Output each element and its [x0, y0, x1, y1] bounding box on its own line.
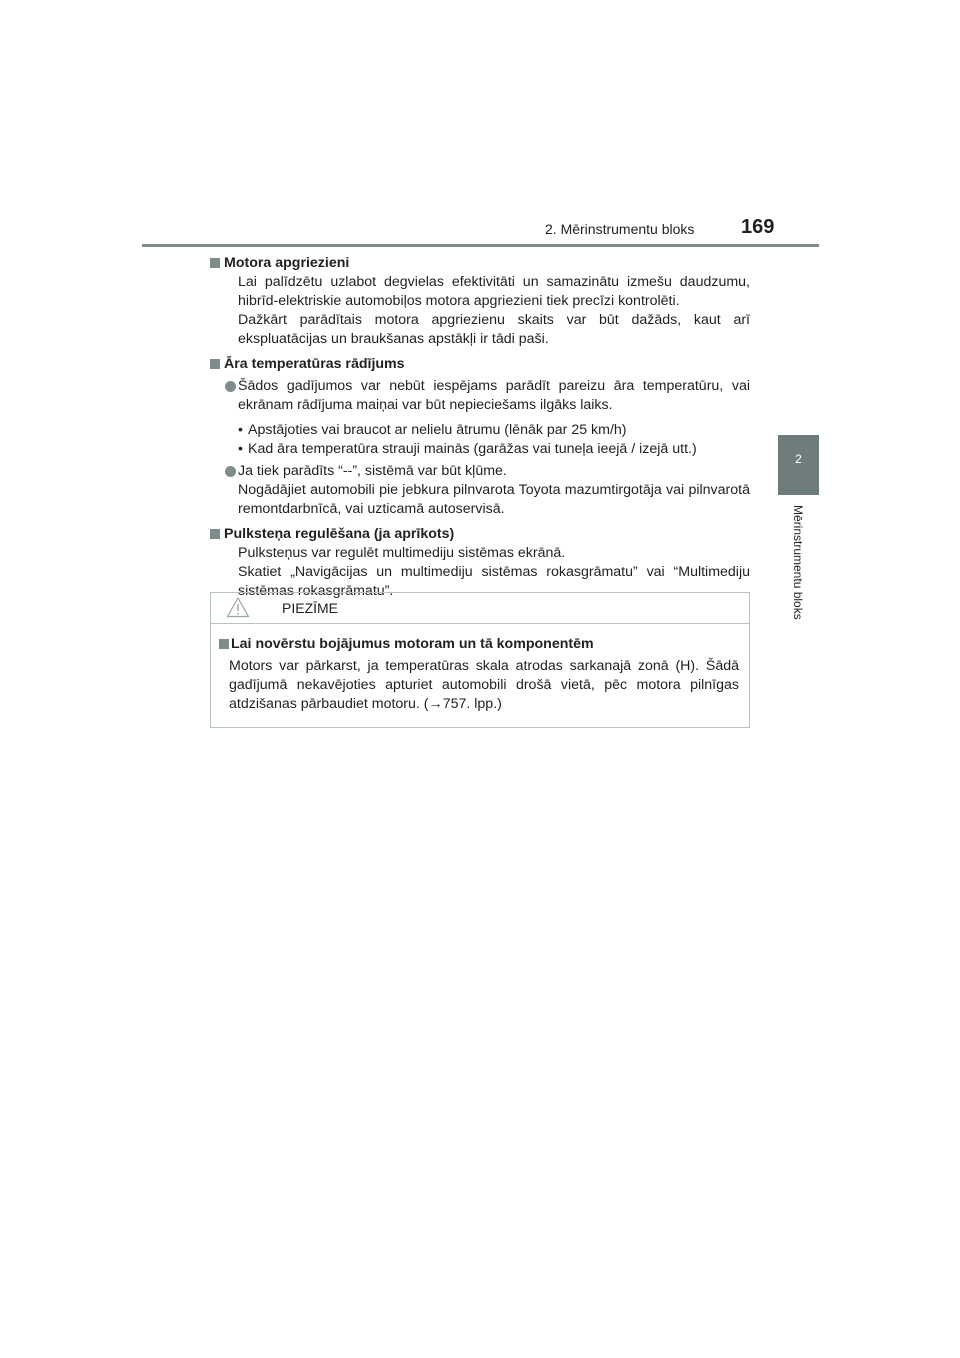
page-number: 169: [741, 216, 775, 238]
main-content: [210, 254, 750, 607]
list-item: [210, 462, 750, 519]
section-title: [210, 254, 750, 273]
list-item: [210, 377, 750, 415]
section-body: [210, 273, 750, 349]
section-title-text: Āra temperatūras rādījums: [224, 356, 405, 372]
section-title: [210, 355, 750, 374]
section-title-text: Pulksteņa regulēšana (ja aprīkots): [224, 526, 455, 542]
notice-heading-text: Lai novērstu bojājumus motoram un tā komponentēm: [231, 636, 594, 652]
paragraph: Skatiet „Navigācijas un multimediju sistēmas rokasgrāmatu” vai “Multimediju sistēmas rokasgrāmatu”.: [238, 564, 750, 599]
square-bullet-icon: [219, 639, 229, 649]
warning-triangle-icon: [226, 596, 250, 618]
notice-title: PIEZĪME: [282, 600, 339, 616]
section-engine-speed: [210, 254, 750, 349]
sub-list: [210, 421, 750, 459]
chapter-tab-number: 2: [795, 452, 802, 466]
sub-list-item: [238, 440, 750, 459]
circle-bullet-icon: [225, 381, 236, 392]
paragraph: Dažkārt parādītais motora apgriezienu skaits var būt dažāds, kaut arī ekspluatācijas un braukšanas apstākļi ir tādi paši.: [238, 312, 750, 347]
sub-list-item-text: Apstājoties vai braucot ar nelielu ātrumu (lēnāk par 25 km/h): [248, 422, 627, 438]
square-bullet-icon: [210, 529, 220, 539]
paragraph: Pulksteņus var regulēt multimediju sistēmas ekrānā.: [238, 545, 566, 561]
list-item-text: Ja tiek parādīts “--”, sistēmā var būt kļūme.: [238, 463, 507, 479]
section-title: [210, 525, 750, 544]
section-title-text: Motora apgriezieni: [224, 255, 350, 271]
small-bullet-icon: •: [238, 441, 243, 457]
sub-list-item: [238, 421, 750, 440]
chapter-tab-label: Mērinstrumentu bloks: [791, 505, 805, 620]
section-outside-temperature: [210, 355, 750, 519]
paragraph: Lai palīdzētu uzlabot degvielas efektivitāti un samazinātu izmešu daudzumu, hibrīd-elektriskie automobiļos motora apgriezieni tiek precīzi kontrolēti.: [238, 274, 750, 309]
list-item-text: Šādos gadījumos var nebūt iespējams parādīt pareizu āra temperatūru, vai ekrānam rādījuma maiņai var būt nepieciešams ilgāks laiks.: [238, 378, 750, 413]
header-divider: [142, 244, 819, 247]
small-bullet-icon: •: [238, 422, 243, 438]
list-item-text: Nogādājiet automobili pie jebkura pilnvarota Toyota mazumtirgotāja vai pilnvarotā remontdarbnīcā, vai uzticamā autoservisā.: [238, 482, 750, 517]
notice-body: [211, 624, 749, 714]
square-bullet-icon: [210, 258, 220, 268]
square-bullet-icon: [210, 359, 220, 369]
sub-list-item-text: Kad āra temperatūra strauji mainās (garāžas vai tuneļa ieejā / izejā utt.): [248, 441, 697, 457]
circle-bullet-icon: [225, 466, 236, 477]
notice-heading: [219, 635, 739, 654]
notice-header: [211, 593, 749, 624]
notice-text: Motors var pārkarst, ja temperatūras skala atrodas sarkanajā zonā (H). Šādā gadījumā nekavējoties apturiet automobili drošā vietā, pēc motora pilnīgas atdzišanas pārbaudiet motoru. (→757. lpp.): [229, 658, 739, 712]
section-clock-adjustment: [210, 525, 750, 601]
notice-box: [210, 592, 750, 728]
header-section-title: 2. Mērinstrumentu bloks: [545, 221, 695, 237]
